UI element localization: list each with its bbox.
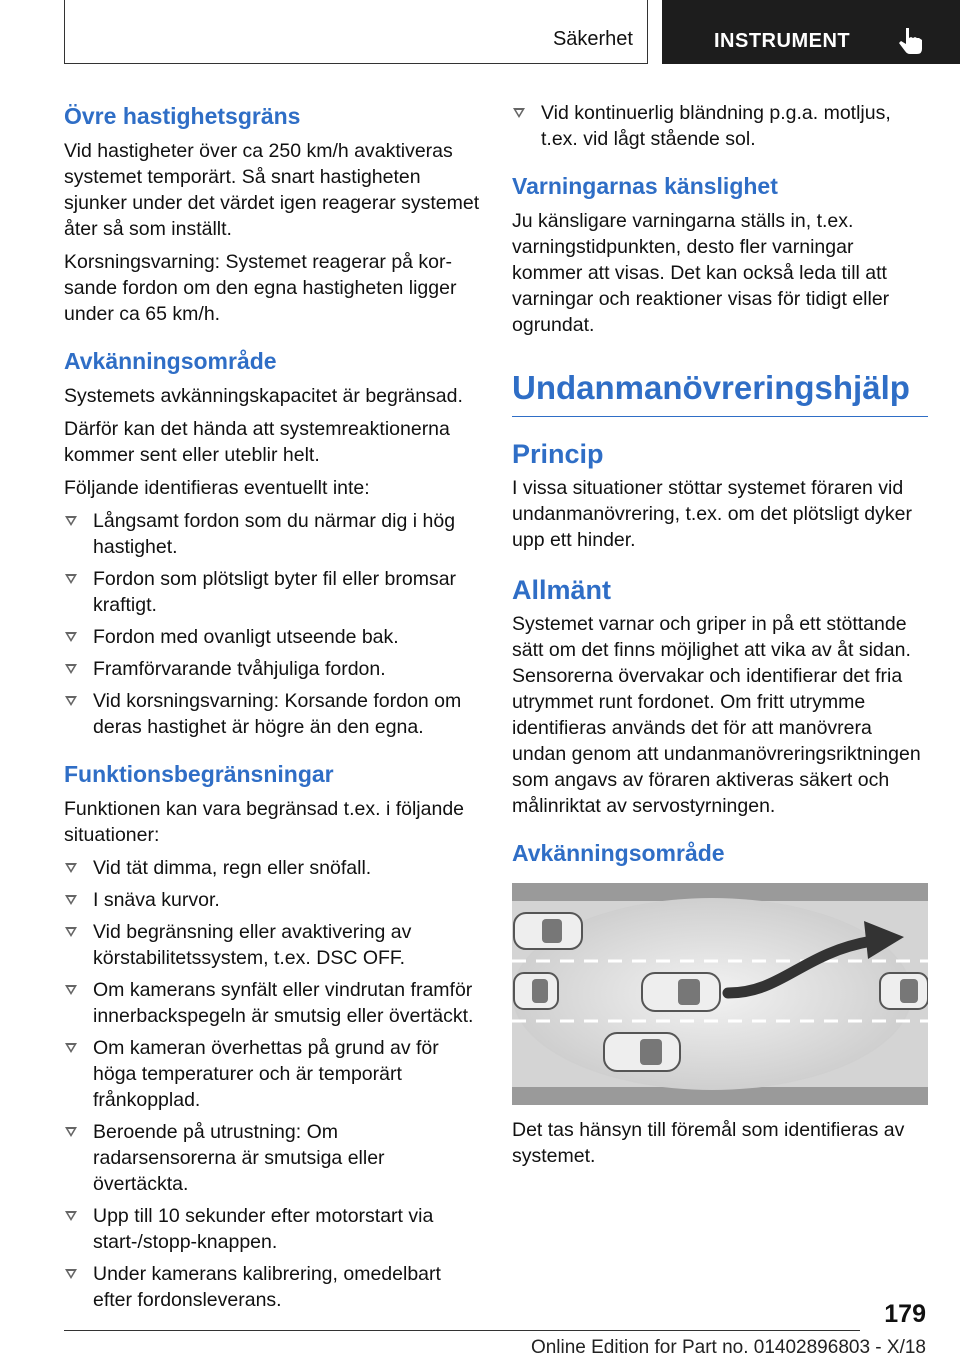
paragraph-korsningsvarning: Korsningsvarning: Systemet reagerar på korsande fordon om den egna hastigheten ligger under ca 65 km/h. — [64, 251, 457, 325]
paragraph-avk-3: Följande identifieras eventuellt inte: — [64, 477, 370, 499]
header-section-box — [64, 0, 648, 64]
list-item: Vid begränsning eller avaktivering av körstabilitetssystem, t.ex. DSC OFF. — [64, 919, 480, 971]
heading-allmant: Allmänt — [512, 575, 612, 605]
right-column — [512, 100, 928, 1176]
list-item: Om kameran överhettas på grund av för höga temperaturer och är temporärt frånkopplad. — [64, 1035, 480, 1113]
triangle-bullet-icon — [65, 696, 77, 706]
paragraph-funk: Funktionen kan vara begränsad t.ex. i följande situationer: — [64, 798, 465, 846]
list-item: Framförvarande tvåhjuliga fordon. — [64, 656, 480, 682]
paragraph-allmant: Systemet varnar och griper in på ett stöttande sätt om det finns möjlighet att vika av åt sidan. Sensorerna övervakar och identifierar det fria utrymmet runt fordonet. Om fritt utrymme identifieras används det för att manövrera undan genom att undanmanövreringsriktningen som angavs av föraren aktiveras säkert och målinriktat av servostyrningen. — [512, 613, 921, 817]
header-section-title: Säkerhet — [552, 28, 633, 50]
list-item: Under kamerans kalibrering, omedelbart efter fordonsleverans. — [64, 1261, 480, 1313]
footer-edition-text: Online Edition for Part no. 01402896803 - X/18 — [530, 1337, 926, 1358]
paragraph-ovre: Vid hastigheter över ca 250 km/h avaktiveras systemet temporärt. Så snart hastigheten sjunker under det värdet igen reagerar systemet åter så som inställt. — [64, 140, 480, 240]
triangle-bullet-icon — [65, 985, 77, 995]
list-funktionsbegransningar — [64, 855, 480, 1313]
list-item: Upp till 10 sekunder efter motorstart via start-/stopp-knappen. — [64, 1203, 480, 1255]
list-avkanning — [64, 508, 480, 740]
triangle-bullet-icon — [65, 516, 77, 526]
paragraph-princip: I vissa situationer stöttar systemet föraren vid undanmanövrering, t.ex. om det plötsligt dyker upp ett hinder. — [512, 477, 912, 551]
list-item: Om kamerans synfält eller vindrutan framför innerbackspegeln är smutsig eller övertäckt. — [64, 977, 480, 1029]
triangle-bullet-icon — [65, 1043, 77, 1053]
page-number: 179 — [884, 1300, 926, 1328]
triangle-bullet-icon — [65, 895, 77, 905]
list-item: Vid korsningsvarning: Korsande fordon om deras hastighet är högre än den egna. — [64, 688, 480, 740]
paragraph-avk-1: Systemets avkänningskapacitet är begränsad. — [64, 385, 463, 407]
figure-caption: Det tas hänsyn till föremål som identifieras av systemet. — [512, 1119, 905, 1167]
heading-avkanningsomrade: Avkänningsområde — [64, 348, 277, 374]
heading-funktionsbegransningar: Funktionsbegränsningar — [64, 761, 334, 787]
triangle-bullet-icon — [65, 1269, 77, 1279]
list-continued — [512, 100, 928, 152]
heading-varningarnas-kanslighet: Varningarnas känslighet — [512, 173, 778, 199]
left-column — [64, 100, 480, 1319]
list-item: Fordon med ovanligt utseende bak. — [64, 624, 480, 650]
heading-princip: Princip — [512, 439, 604, 469]
paragraph-varningar: Ju känsligare varningarna ställs in, t.ex. varningstidpunkten, desto fler varningar kommer att visas. Det kan också leda till att varningar och reaktioner visas för tidigt eller ogrundat. — [512, 210, 890, 336]
paragraph-avk-2: Därför kan det hända att systemreaktionerna kommer sent eller uteblir helt. — [64, 418, 450, 466]
heading-undanmanovreringshjalp: Undanmanövreringshjälp — [512, 366, 928, 417]
heading-ovre-hastighetsgrans: Övre hastighetsgräns — [64, 103, 301, 129]
list-item: Vid tät dimma, regn eller snöfall. — [64, 855, 480, 881]
triangle-bullet-icon — [65, 664, 77, 674]
evasive-maneuver-illustration — [512, 883, 928, 1105]
triangle-bullet-icon — [65, 1211, 77, 1221]
footer-divider — [64, 1330, 860, 1331]
list-item: Fordon som plötsligt byter fil eller bromsar kraftigt. — [64, 566, 480, 618]
list-item: I snäva kurvor. — [64, 887, 480, 913]
header-chapter-title: INSTRUMENT — [714, 30, 851, 52]
triangle-bullet-icon — [65, 632, 77, 642]
triangle-bullet-icon — [65, 927, 77, 937]
triangle-bullet-icon — [65, 574, 77, 584]
heading-avkanningsomrade-2: Avkänningsområde — [512, 840, 725, 866]
triangle-bullet-icon — [65, 863, 77, 873]
triangle-bullet-icon — [513, 108, 525, 118]
hand-pointer-icon — [898, 26, 924, 56]
list-item: Vid kontinuerlig bländning p.g.a. motljus, t.ex. vid lågt stående sol. — [512, 100, 928, 152]
header-chapter-tab — [662, 0, 960, 64]
triangle-bullet-icon — [65, 1127, 77, 1137]
list-item: Beroende på utrustning: Om radarsensorerna är smutsiga eller övertäckta. — [64, 1119, 480, 1197]
list-item: Långsamt fordon som du närmar dig i hög hastighet. — [64, 508, 480, 560]
